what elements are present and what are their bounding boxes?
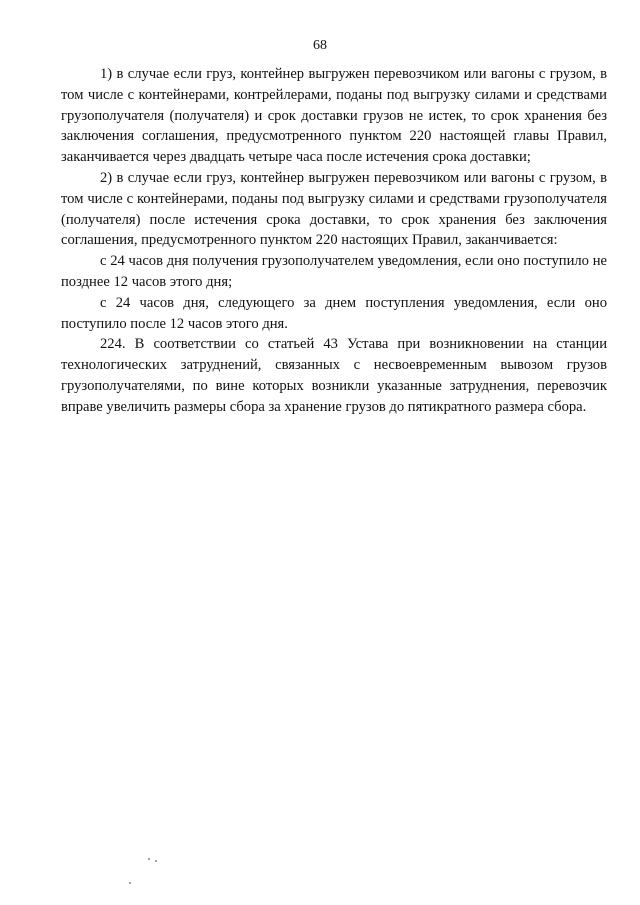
scan-speck bbox=[148, 858, 150, 860]
paragraph-4: с 24 часов дня, следующего за днем поступления уведомления, если оно поступило после 12 часов этого дня. bbox=[61, 294, 607, 332]
scan-speck bbox=[155, 860, 157, 862]
paragraph-1: 1) в случае если груз, контейнер выгружен перевозчиком или вагоны с грузом, в том числе с контейнерами, контрейлерами, поданы под выгрузку силами и средствами грузополучателя (получателя) и срок доставки грузов не истек, то срок хранения без заключения соглашения, предусмотренного пунктом 220 настоящей главы Правил, заканчивается через двадцать четыре часа после истечения срока доставки; bbox=[61, 66, 607, 166]
document-body bbox=[61, 64, 607, 418]
paragraph-5: 224. В соответствии со статьей 43 Устава при возникновении на станции технологических затруднений, связанных с несвоевременным вывозом грузов грузополучателями, по вине которых возникли указанные затруднения, перевозчик вправе увеличить размеры сбора за хранение грузов до пятикратного размера сбора. bbox=[61, 336, 607, 415]
page-number: 68 bbox=[313, 38, 327, 53]
paragraph-2: 2) в случае если груз, контейнер выгружен перевозчиком или вагоны с грузом, в том числе с контейнерами, поданы под выгрузку силами и средствами грузополучателя (получателя) после истечения срока доставки, то срок хранения без заключения соглашения, предусмотренного пунктом 220 настоящих Правил, заканчивается: bbox=[61, 169, 607, 249]
scan-speck bbox=[129, 882, 131, 884]
paragraph-3: с 24 часов дня получения грузополучателем уведомления, если оно поступило не позднее 12 часов этого дня; bbox=[61, 253, 607, 290]
